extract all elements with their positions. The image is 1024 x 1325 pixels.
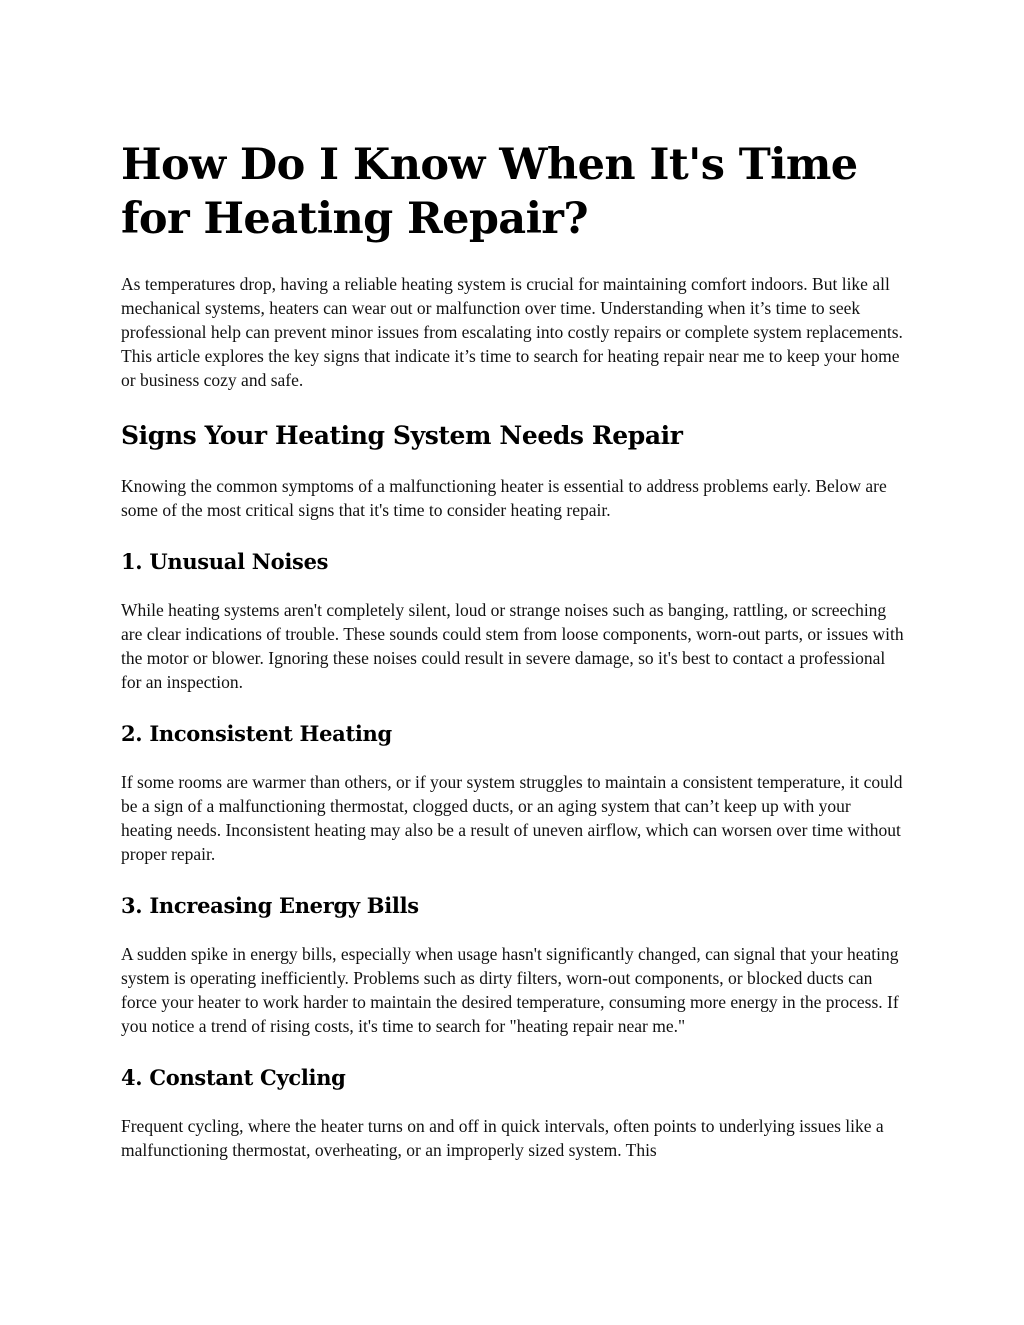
document-page — [121, 138, 905, 1188]
sign-paragraph-increasing-energy-bills: A sudden spike in energy bills, especially when usage hasn't significantly changed, can signal that your heating system is operating inefficiently. Problems such as dirty filters, worn-out components, or blocked ducts can force your heater to work harder to maintain the desired temperature, consuming more energy in the process. If you notice a trend of rising costs, it's time to search for "heating repair near me." — [121, 944, 899, 1036]
sign-paragraph-constant-cycling: Frequent cycling, where the heater turns on and off in quick intervals, often points to underlying issues like a malfunctioning thermostat, overheating, or an improperly sized system. This — [121, 1116, 884, 1160]
section-heading: Signs Your Heating System Needs Repair — [121, 421, 683, 450]
sign-heading-unusual-noises: 1. Unusual Noises — [121, 549, 329, 574]
sign-heading-inconsistent-heating: 2. Inconsistent Heating — [121, 721, 392, 746]
page-title: How Do I Know When It's Time for Heating Repair? — [121, 140, 858, 244]
sign-heading-constant-cycling: 4. Constant Cycling — [121, 1065, 346, 1090]
intro-paragraph: As temperatures drop, having a reliable heating system is crucial for maintaining comfort indoors. But like all mechanical systems, heaters can wear out or malfunction over time. Understanding when it’s time to seek professional help can prevent minor issues from escalating into costly repairs or complete system replacements. This article explores the key signs that indicate it’s time to search for heating repair near me to keep your home or business cozy and safe. — [121, 274, 903, 390]
section-paragraph: Knowing the common symptoms of a malfunctioning heater is essential to address problems early. Below are some of the most critical signs that it's time to consider heating repair. — [121, 476, 887, 520]
sign-paragraph-unusual-noises: While heating systems aren't completely silent, loud or strange noises such as banging, rattling, or screeching are clear indications of trouble. These sounds could stem from loose components, worn-out parts, or issues with the motor or blower. Ignoring these noises could result in severe damage, so it's best to contact a professional for an inspection. — [121, 600, 904, 692]
sign-paragraph-inconsistent-heating: If some rooms are warmer than others, or if your system struggles to maintain a consistent temperature, it could be a sign of a malfunctioning thermostat, clogged ducts, or an aging system that can’t keep up with your heating needs. Inconsistent heating may also be a result of uneven airflow, which can worsen over time without proper repair. — [121, 772, 903, 864]
sign-heading-increasing-energy-bills: 3. Increasing Energy Bills — [121, 893, 419, 918]
